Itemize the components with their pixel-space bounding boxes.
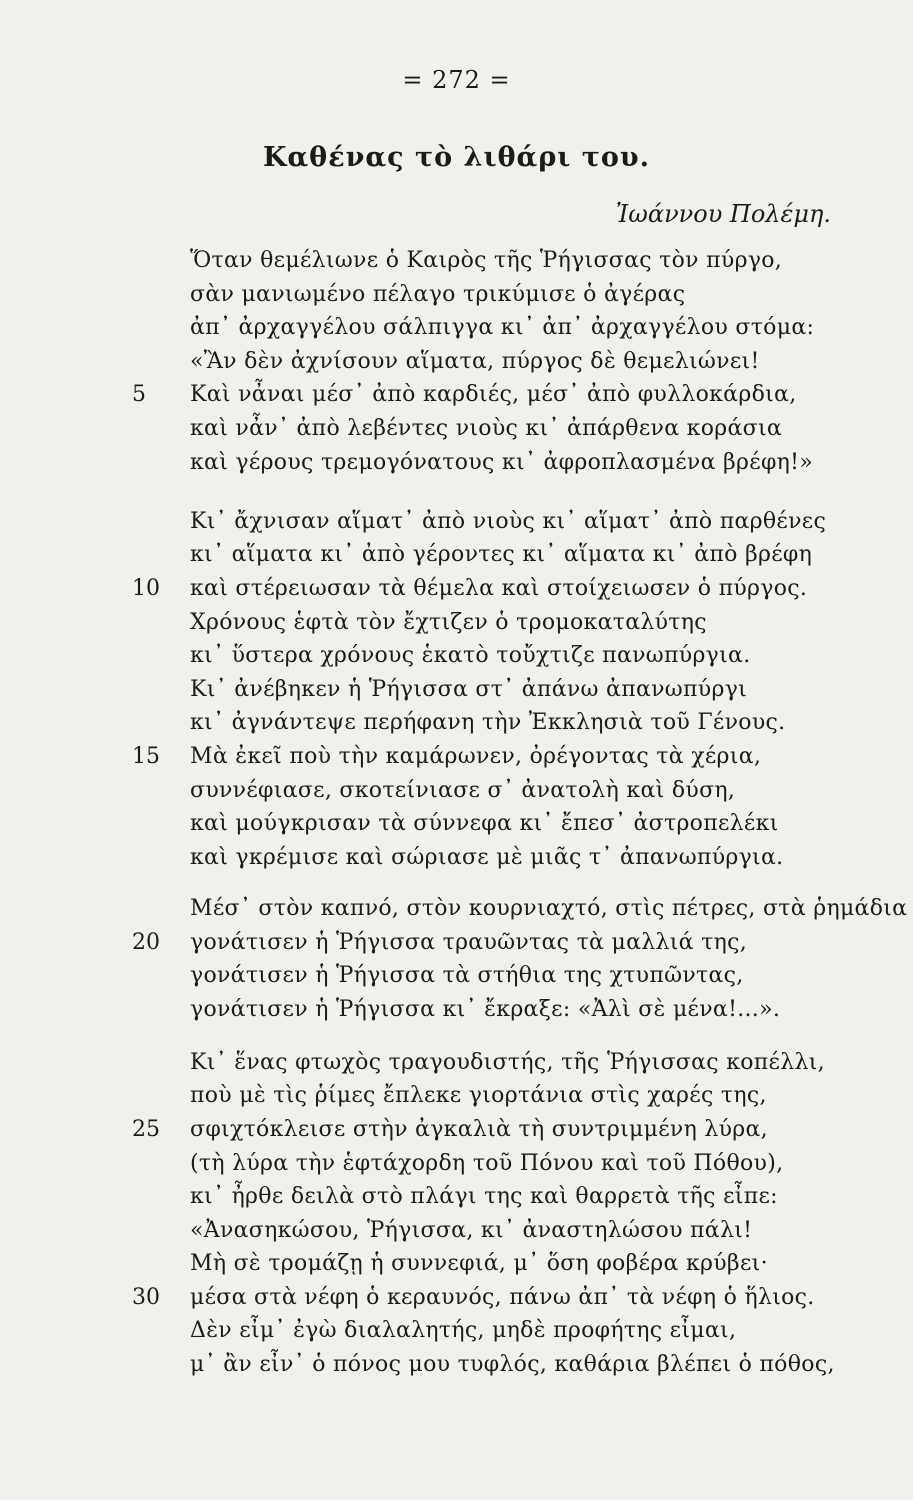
poem-line: (τὴ λύρα τὴν ἑφτάχορδη τοῦ Πόνου καὶ τοῦ Πόθου), [190,1151,784,1176]
poem-line: καὶ μούγκρισαν τὰ σύννεφα κι᾽ ἔπεσ᾽ ἀστροπελέκι [190,811,779,836]
line-number: 25 [132,1117,160,1142]
poem-line: γονάτισεν ἡ Ῥήγισσα τὰ στήθια της χτυπῶντας, [190,963,744,988]
poem-line: κι᾽ ἀγνάντεψε περήφανη τὴν Ἐκκλησιὰ τοῦ Γένους. [190,710,786,735]
poem-line: μ᾽ ἂν εἶν᾽ ὁ πόνος μου τυφλός, καθάρια βλέπει ὁ πόθος, [190,1352,835,1377]
poem-line: Κι᾽ ἕνας φτωχὸς τραγουδιστής, τῆς Ῥήγισσας κοπέλλι, [190,1050,825,1075]
poem-title: Καθένας τὸ λιθάρι του. [262,142,651,173]
line-number: 30 [132,1285,160,1310]
poem-line: Μὴ σὲ τρομάζῃ ἡ συννεφιά, μ᾽ ὅση φοβέρα κρύβει· [190,1251,768,1276]
line-number: 20 [132,930,160,955]
poem-line: καὶ νἆν᾽ ἀπὸ λεβέντες νιοὺς κι᾽ ἀπάρθενα κοράσια [190,416,783,441]
poem-line: σὰν μανιωμένο πέλαγο τρικύμισε ὁ ἀγέρας [190,282,686,307]
poem-line: Κι᾽ ἄχνισαν αἵματ᾽ ἀπὸ νιοὺς κι᾽ αἵματ᾽ ἀπὸ παρθένες [190,509,827,534]
poem-line: κι᾽ αἵματα κι᾽ ἀπὸ γέροντες κι᾽ αἵματα κι᾽ ἀπὸ βρέφη [190,542,813,567]
poem-line: Κι᾽ ἀνέβηκεν ἡ Ῥήγισσα στ᾽ ἀπάνω ἀπανωπύργι [190,677,748,702]
page-number: = 272 = [402,66,511,94]
poem-line: καὶ γκρέμισε καὶ σώριασε μὲ μιᾶς τ᾽ ἀπανωπύργια. [190,845,784,870]
poem-line: κι᾽ ὕστερα χρόνους ἑκατὸ τοὔχτιζε πανωπύργια. [190,643,751,668]
poem-line: ἀπ᾽ ἀρχαγγέλου σάλπιγγα κι᾽ ἀπ᾽ ἀρχαγγέλου στόμα: [190,315,815,340]
poem-line: σφιχτόκλεισε στὴν ἀγκαλιὰ τὴ συντριμμένη λύρα, [190,1117,768,1142]
poem-line: καὶ γέρους τρεμογόνατους κι᾽ ἀφροπλασμένα βρέφη!» [190,450,814,475]
line-number: 15 [132,744,160,769]
poem-line: ποὺ μὲ τὶς ῥίμες ἔπλεκε γιορτάνια στὶς χαρές της, [190,1083,767,1108]
poem-line: μέσα στὰ νέφη ὁ κεραυνός, πάνω ἀπ᾽ τὰ νέφη ὁ ἥλιος. [190,1285,815,1310]
poem-line: καὶ στέρειωσαν τὰ θέμελα καὶ στοίχειωσεν ὁ πύργος. [190,576,808,601]
poem-line: γονάτισεν ἡ Ῥήγισσα τραυῶντας τὰ μαλλιά της, [190,930,747,955]
poem-line: συννέφιασε, σκοτείνιασε σ᾽ ἀνατολὴ καὶ δύση, [190,778,736,803]
poem-line: Καὶ νἆναι μέσ᾽ ἀπὸ καρδιές, μέσ᾽ ἀπὸ φυλλοκάρδια, [190,382,797,407]
line-number: 5 [132,382,146,407]
line-number: 10 [132,576,160,601]
poem-line: Μὰ ἐκεῖ ποὺ τὴν καμάρωνεν, ὀρέγοντας τὰ χέρια, [190,744,762,769]
poem-line: Ὅταν θεμέλιωνε ὁ Καιρὸς τῆς Ῥήγισσας τὸν πύργο, [190,248,783,273]
poem-line: γονάτισεν ἡ Ῥήγισσα κι᾽ ἔκραξε: «Ἀλὶ σὲ μένα!...». [190,997,781,1022]
poem-line: Χρόνους ἑφτὰ τὸν ἔχτιζεν ὁ τρομοκαταλύτης [190,610,707,635]
poem-line: «Ἂν δὲν ἀχνίσουν αἵματα, πύργος δὲ θεμελιώνει! [190,349,760,374]
poem-line: Μέσ᾽ στὸν καπνό, στὸν κουρνιαχτό, στὶς πέτρες, στὰ ῥημάδια [190,896,908,921]
poem-line: «Ἀνασηκώσου, Ῥήγισσα, κι᾽ ἀναστηλώσου πάλι! [190,1218,753,1243]
poem-author: Ἰωάννου Πολέμη. [615,200,831,228]
poem-line: Δὲν εἶμ᾽ ἐγὼ διαλαλητής, μηδὲ προφήτης εἶμαι, [190,1318,737,1343]
poem-line: κι᾽ ἦρθε δειλὰ στὸ πλάγι της καὶ θαρρετὰ τῆς εἶπε: [190,1184,778,1209]
